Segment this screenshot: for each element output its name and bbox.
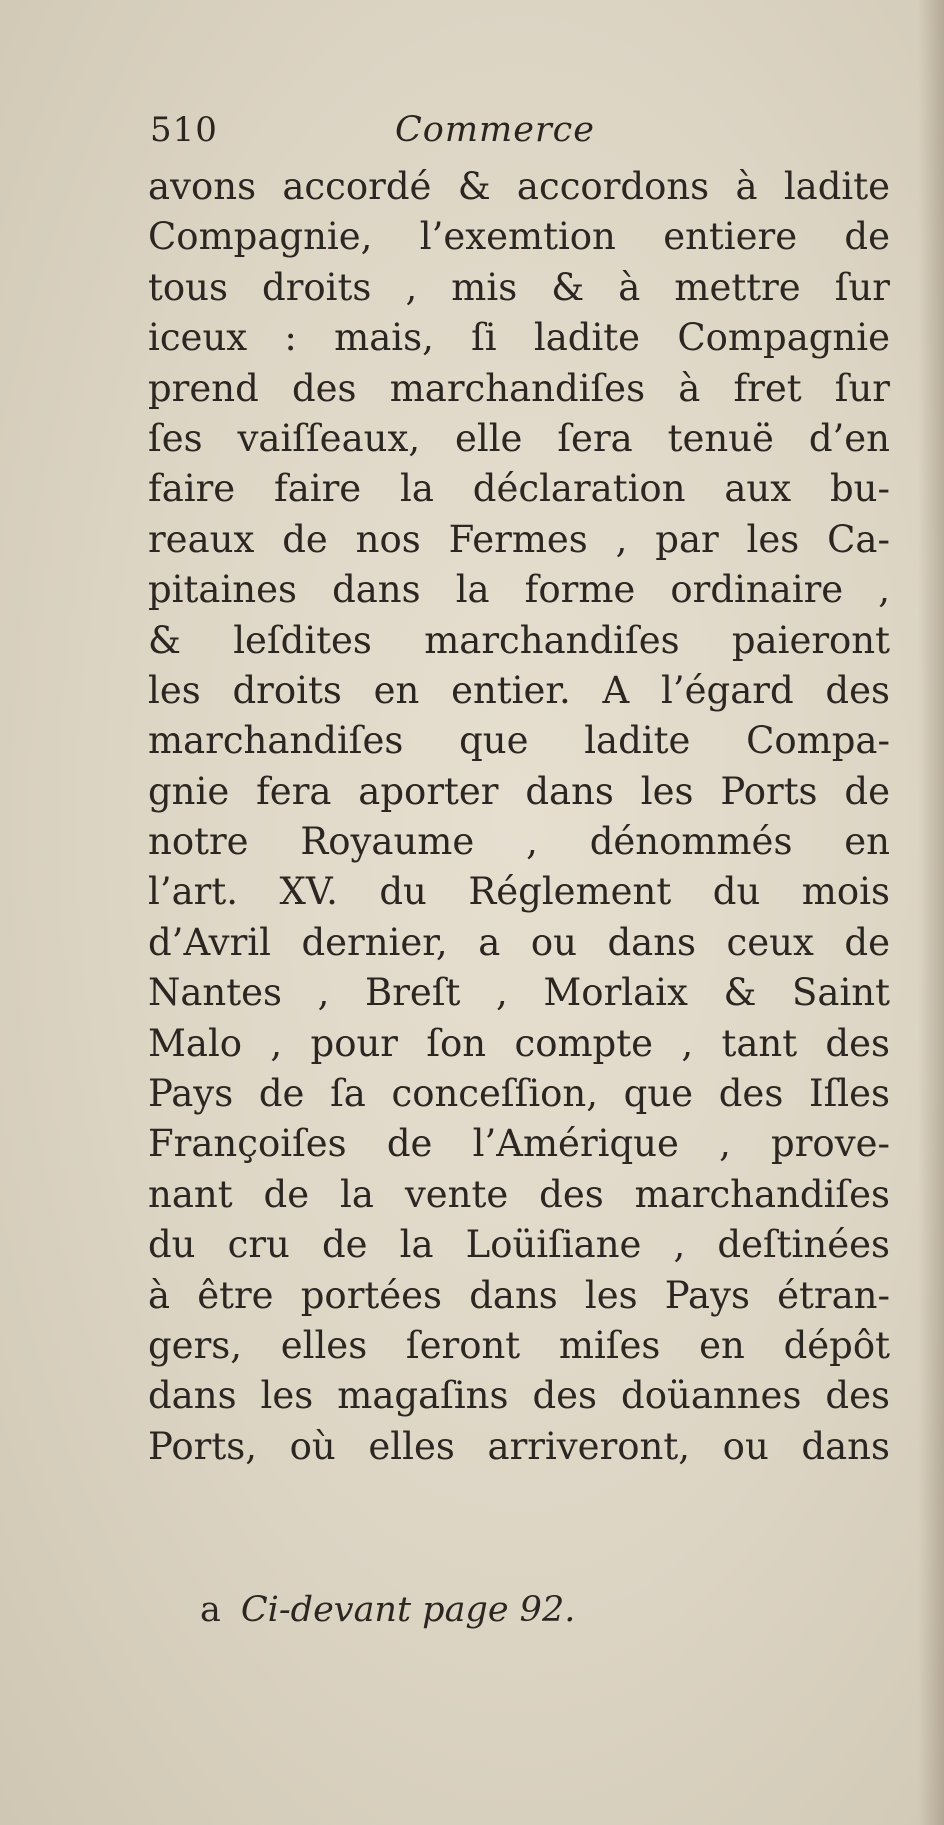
text-line: Ports, où elles arriveront, ou dans [148, 1424, 890, 1468]
text-line: gnie fera aporter dans les Ports de [148, 769, 890, 813]
text-line: reaux de nos Fermes , par les Ca- [148, 517, 890, 561]
text-line: faire faire la déclaration aux bu- [148, 467, 890, 511]
text-line: pitaines dans la forme ordinaire , [148, 568, 890, 612]
text-line: Malo , pour ſon compte , tant des [148, 1021, 890, 1065]
footnote-text: Ci-devant page 92. [240, 1590, 576, 1630]
running-head [150, 110, 850, 160]
running-title: Commerce [395, 110, 595, 150]
footnote-marker: a [200, 1590, 221, 1630]
text-line: d’Avril dernier, a ou dans ceux de [148, 920, 890, 964]
text-line: marchandiſes que ladite Compa- [148, 719, 890, 763]
text-line: gers, elles ſeront miſes en dépôt [148, 1323, 890, 1367]
text-line: Compagnie, l’exemtion entiere de [148, 215, 890, 259]
text-line: à être portées dans les Pays étran- [148, 1273, 890, 1317]
spine-shadow [918, 0, 944, 1825]
text-line: l’art. XV. du Réglement du mois [148, 870, 890, 914]
text-line: tous droits , mis & à mettre ſur [148, 265, 890, 309]
page-number: 510 [150, 110, 218, 150]
text-line: nant de la vente des marchandiſes [148, 1172, 890, 1216]
text-line: les droits en entier. A l’égard des [148, 668, 890, 712]
text-line: Pays de ſa conceſſion, que des Iſles [148, 1072, 890, 1116]
text-line: prend des marchandiſes à fret ſur [148, 366, 890, 410]
text-line: notre Royaume , dénommés en [148, 820, 890, 864]
text-line: avons accordé & accordons à ladite [148, 165, 890, 208]
text-line: & leſdites marchandiſes paieront [148, 618, 890, 662]
text-line: iceux : mais, ſi ladite Compagnie [148, 316, 890, 360]
footnote [200, 1590, 700, 1630]
text-line: du cru de la Loüiſiane , deſtinées [148, 1223, 890, 1267]
body-text [148, 162, 890, 1472]
text-line: dans les magaſins des doüannes des [148, 1374, 890, 1418]
text-line: Nantes , Breſt , Morlaix & Saint [148, 971, 890, 1015]
text-line: ſes vaiſſeaux, elle ſera tenuë d’en [148, 416, 890, 460]
text-line: Françoiſes de l’Amérique , prove- [148, 1122, 890, 1166]
